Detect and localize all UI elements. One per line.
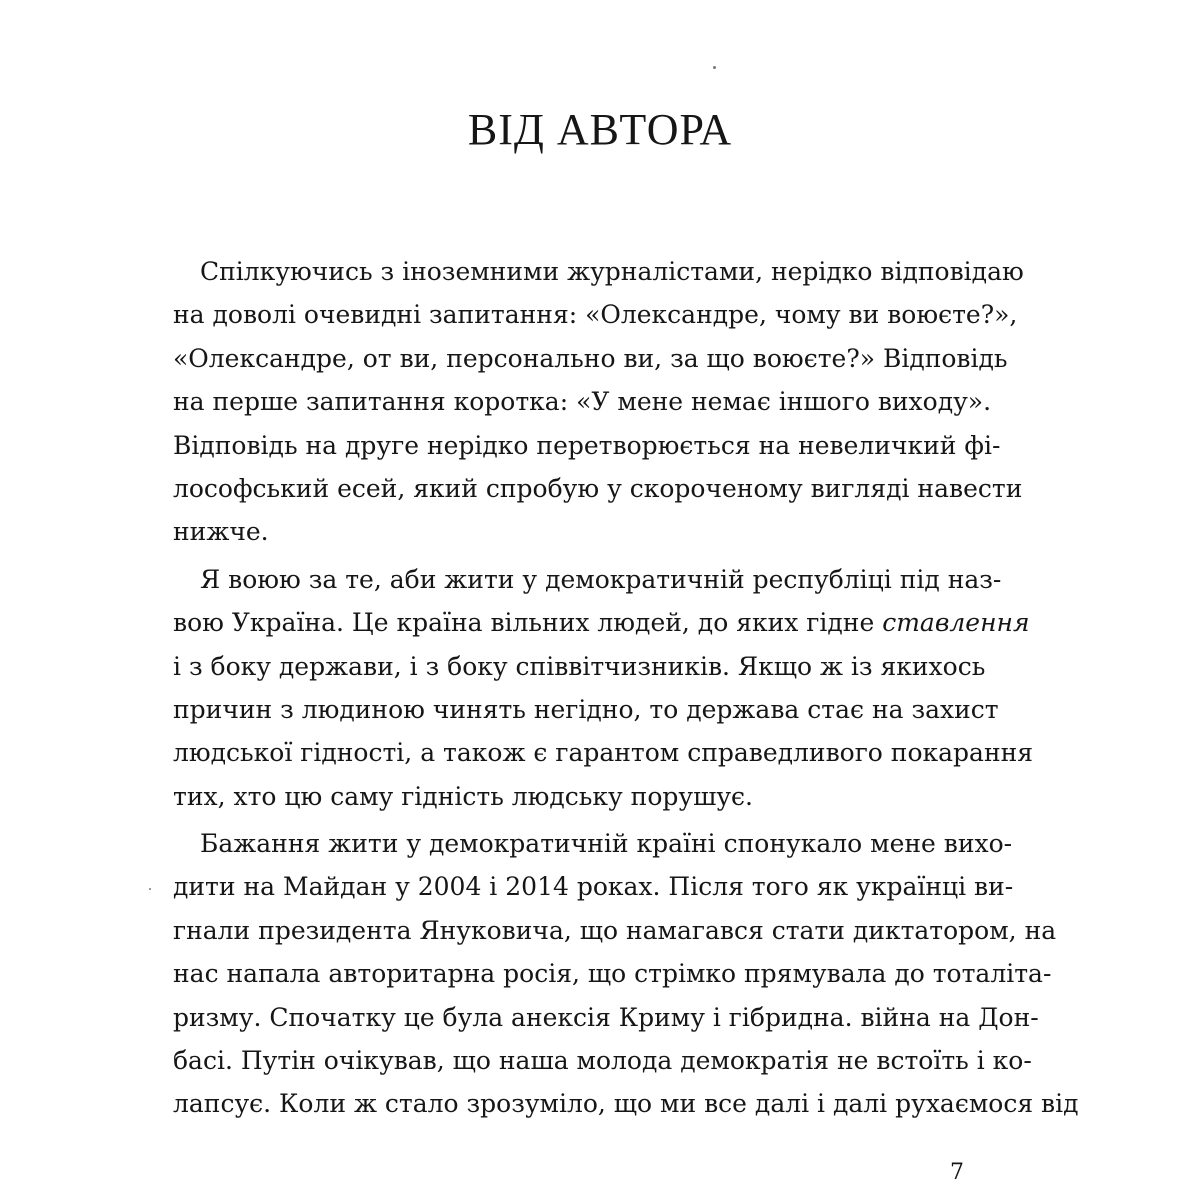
text-line: людської гідності, а також є гарантом справедливого покарання bbox=[173, 738, 1034, 768]
text-line: Я воюю за те, аби жити у демократичній республіці під наз- bbox=[200, 564, 1002, 594]
text-line-start: вою Україна. Це країна вільних людей, до яких гідне bbox=[173, 608, 883, 638]
text-line: на доволі очевидні запитання: «Олександре, чому ви воюєте?», bbox=[173, 300, 1018, 330]
page-number: 7 bbox=[950, 1160, 964, 1185]
text-line: «Олександре, от ви, персонально ви, за що воюєте?» Відповідь bbox=[173, 343, 1008, 373]
text-line: ризму. Спочатку це була анексія Криму і гібридна. війна на Дон- bbox=[173, 1002, 1039, 1032]
text-line: Спілкуючись з іноземними журналістами, нерідко відповідаю bbox=[200, 257, 1024, 286]
text-line: нижче. bbox=[173, 517, 269, 547]
italic-word: ставлення bbox=[882, 608, 1030, 638]
text-line: нас напала авторитарна росія, що стрімко прямувала до тоталіта- bbox=[173, 959, 1052, 989]
paragraph-3 bbox=[173, 822, 1079, 1126]
text-line: Відповідь на друге нерідко перетворюється на невеличкий фі- bbox=[173, 430, 1001, 460]
chapter-title: ВІД АВТОРА bbox=[467, 105, 733, 154]
text-line: гнали президента Януковича, що намагався стати диктатором, на bbox=[173, 915, 1057, 945]
body-text bbox=[173, 250, 1079, 1126]
paragraph-2 bbox=[173, 558, 1034, 818]
text-line: лософський есей, який спробую у скороченому вигляді навести bbox=[173, 473, 1023, 503]
text-line: причин з людиною чинять негідно, то держава стає на захист bbox=[173, 694, 999, 724]
text-line: Бажання жити у демократичній країні спонукало мене вихо- bbox=[200, 829, 1013, 859]
text-line: басі. Путін очікував, що наша молода демократія не встоїть і ко- bbox=[173, 1046, 1032, 1076]
print-speck bbox=[713, 66, 716, 69]
text-line bbox=[173, 601, 1030, 644]
text-line: лапсує. Коли ж стало зрозуміло, що ми все далі і далі рухаємося від bbox=[173, 1089, 1079, 1119]
text-line: дити на Майдан у 2004 і 2014 роках. Після того як українці ви- bbox=[173, 872, 1014, 902]
text-line: тих, хто цю саму гідність людську порушує. bbox=[173, 781, 754, 811]
text-line: і з боку держави, і з боку співвітчизників. Якщо ж із якихось bbox=[173, 651, 986, 681]
print-speck bbox=[149, 888, 151, 890]
text-line: на перше запитання коротка: «У мене немає іншого виходу». bbox=[173, 387, 992, 417]
paragraph-1 bbox=[173, 250, 1024, 554]
